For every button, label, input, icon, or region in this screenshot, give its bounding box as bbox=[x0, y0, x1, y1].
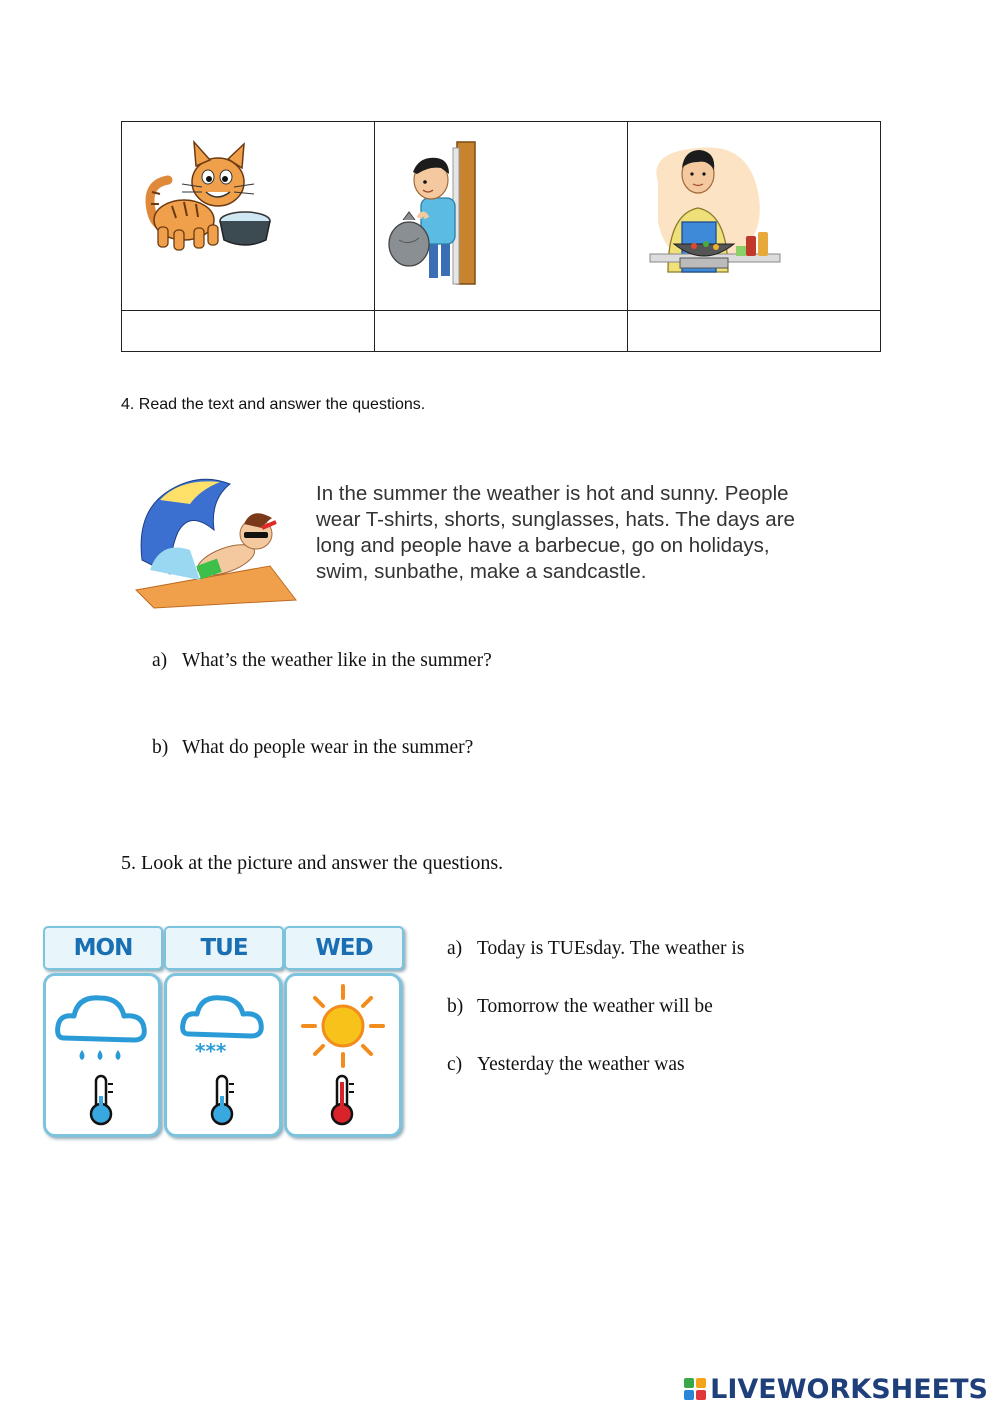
question-5a bbox=[447, 938, 744, 960]
answer-cell-3[interactable] bbox=[628, 311, 881, 352]
question-4a bbox=[152, 650, 492, 672]
liveworksheets-logo[interactable] bbox=[684, 1372, 988, 1406]
logo-mark-icon bbox=[684, 1378, 706, 1400]
table-cell-rubbish bbox=[375, 122, 628, 311]
hot-thermometer-icon bbox=[332, 1076, 354, 1124]
question-letter: b) bbox=[447, 996, 464, 1017]
question-letter: a) bbox=[447, 938, 463, 959]
boy-rubbish-image bbox=[375, 122, 627, 305]
question-letter: b) bbox=[152, 737, 169, 758]
chores-table bbox=[121, 121, 881, 352]
question-text: Today is TUEsday. The weather is bbox=[477, 938, 745, 959]
beach-sunbathing-image bbox=[130, 470, 300, 610]
day-label: TUE bbox=[164, 926, 284, 970]
logo-text: LIVEWORKSHEETS bbox=[710, 1373, 988, 1405]
question-letter: c) bbox=[447, 1054, 463, 1075]
weather-box-wed bbox=[284, 973, 402, 1137]
sun-icon bbox=[303, 986, 383, 1066]
day-label: MON bbox=[43, 926, 163, 970]
question-4b bbox=[152, 737, 473, 759]
text-line: long and people have a barbecue, go on holidays, bbox=[316, 534, 770, 557]
weather-box-mon bbox=[43, 973, 161, 1137]
question-letter: a) bbox=[152, 650, 168, 671]
question-text: What’s the weather like in the summer? bbox=[182, 650, 492, 671]
question-text: Yesterday the weather was bbox=[477, 1054, 685, 1075]
cold-thermometer-icon bbox=[212, 1076, 234, 1124]
table-cell-cooking bbox=[628, 122, 881, 311]
text-line: swim, sunbathe, make a sandcastle. bbox=[316, 560, 647, 583]
rain-cloud-icon bbox=[58, 998, 145, 1060]
table-cell-cat bbox=[122, 122, 375, 311]
answer-cell-1[interactable] bbox=[122, 311, 375, 352]
section-5-heading: 5. Look at the picture and answer the questions. bbox=[121, 852, 504, 874]
question-text: What do people wear in the summer? bbox=[182, 737, 474, 758]
section-4-heading: 4. Read the text and answer the questions. bbox=[121, 396, 426, 413]
question-5c bbox=[447, 1054, 685, 1076]
snow-cloud-icon bbox=[183, 998, 262, 1063]
answer-cell-2[interactable] bbox=[375, 311, 628, 352]
weather-box-tue bbox=[164, 973, 282, 1137]
text-line: In the summer the weather is hot and sunny. People bbox=[316, 482, 789, 505]
summer-reading-text bbox=[316, 481, 886, 585]
question-text: Tomorrow the weather will be bbox=[477, 996, 713, 1017]
day-label: WED bbox=[284, 926, 404, 970]
man-cooking-image bbox=[628, 122, 880, 305]
cold-thermometer-icon bbox=[91, 1076, 113, 1124]
cat-drinking-image bbox=[122, 122, 374, 305]
svg-text:***: *** bbox=[195, 1039, 227, 1063]
text-line: wear T-shirts, shorts, sunglasses, hats. The days are bbox=[316, 508, 795, 531]
question-5b bbox=[447, 996, 713, 1018]
